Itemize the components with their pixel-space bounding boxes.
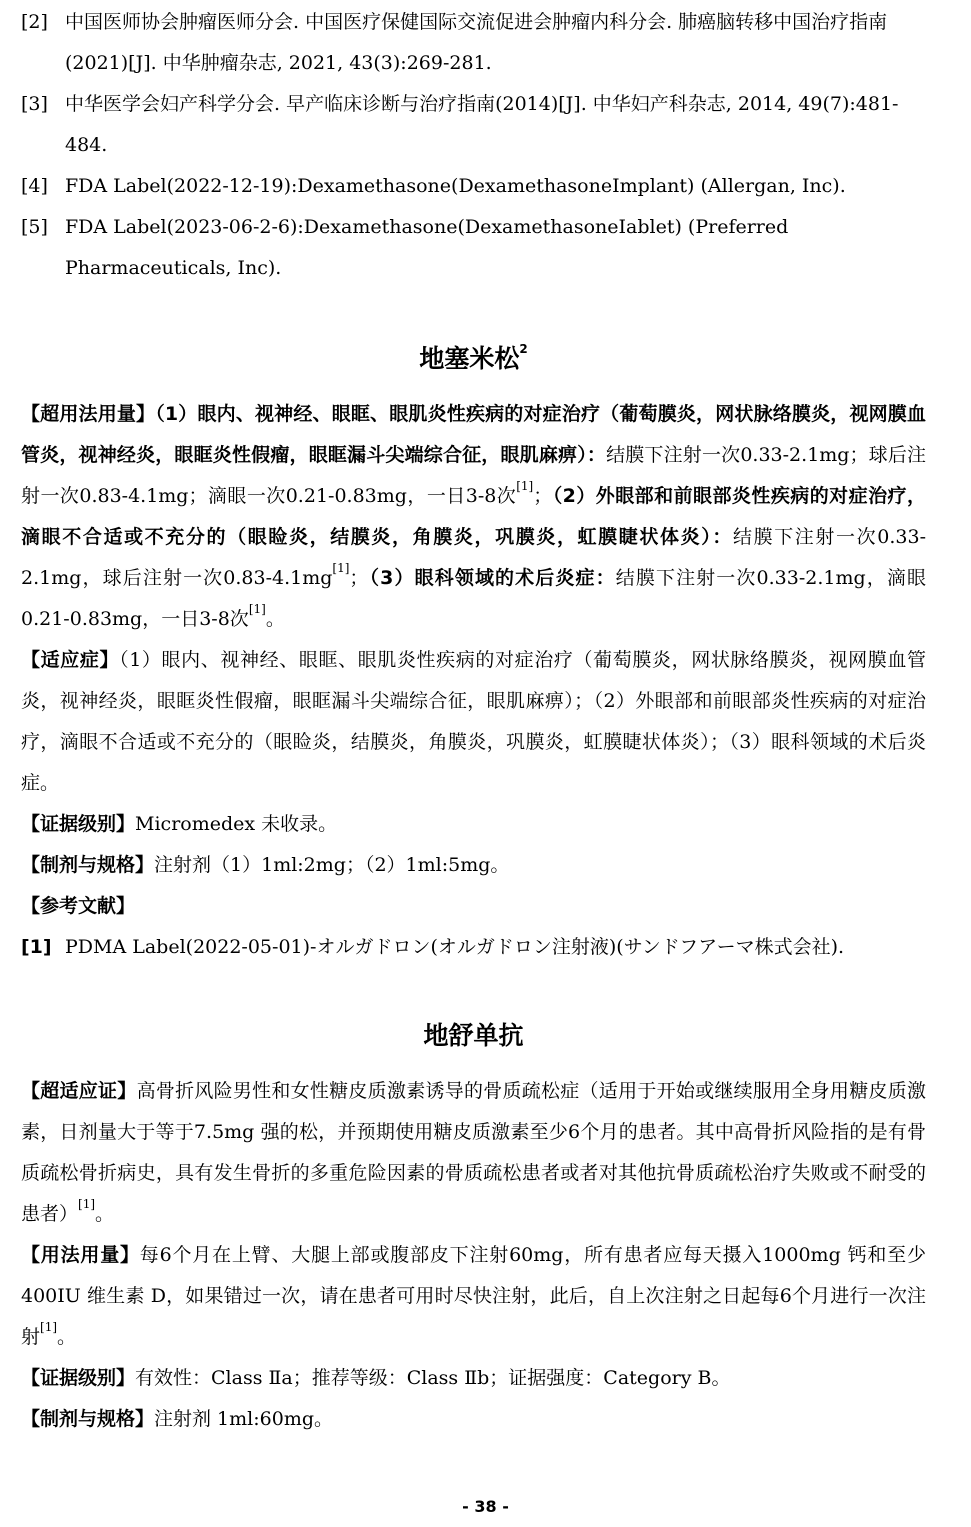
- indication-paragraph: [21, 640, 926, 804]
- section-title-dexamethasone: [21, 339, 926, 379]
- usage-text: 每6个月在上臂、大腿上部或腹部皮下注射60mg，所有患者应每天摄入1000mg 钙和至少400IU 维生素 D，如果错过一次，请在患者可用时尽快注射，此后，自上次注射之日起每6个月进行一次注射: [21, 1244, 926, 1348]
- evidence-text: 有效性：Class Ⅱa；推荐等级：Class Ⅱb；证据强度：Category B。: [135, 1367, 731, 1389]
- formulation-paragraph: [21, 1399, 926, 1440]
- off-label-end: 。: [95, 1203, 115, 1225]
- citation-sup: [1]: [78, 1197, 96, 1211]
- usage-bold-1: （1）眼内、视神经、眼眶、眼肌炎性疾病的对症治疗（葡萄膜炎，网状脉络膜炎，视网膜血管炎，视神经炎，眼眶炎性假瘤，眼眶漏斗尖端综合征，眼肌麻痹）：: [21, 403, 926, 466]
- formulation-label: 【制剂与规格】: [21, 1408, 155, 1430]
- section-title-text: 地塞米松: [419, 344, 520, 373]
- formulation-text: 注射剂 1ml:60mg。: [154, 1408, 333, 1430]
- indication-text: （1）眼内、视神经、眼眶、眼肌炎性疾病的对症治疗（葡萄膜炎，网状脉络膜炎，视网膜血管炎，视神经炎，眼眶炎性假瘤，眼眶漏斗尖端综合征，眼肌麻痹）；（2）外眼部和前眼部炎性疾病的对症治疗，滴眼不合适或不充分的（眼睑炎，结膜炎，角膜炎，巩膜炎，虹膜睫状体炎）；（3）眼科领域的术后炎症。: [21, 649, 926, 794]
- evidence-label: 【证据级别】: [21, 813, 136, 835]
- reference-item: [21, 84, 926, 166]
- references-label: 【参考文献】: [21, 895, 136, 917]
- usage-text-2: 结膜下注射一次0.33-2.1mg，球后注射一次0.83-4.1mg: [21, 526, 926, 589]
- usage-bold-2: （2）外眼部和前眼部炎性疾病的对症治疗，滴眼不合适或不充分的（眼睑炎，结膜炎，角膜炎，巩膜炎，虹膜睫状体炎）：: [21, 485, 926, 548]
- formulation-text: 注射剂（1）1ml:2mg；（2）1ml:5mg。: [154, 854, 510, 876]
- reference-number: [4]: [21, 175, 48, 197]
- usage-text-1: 结膜下注射一次0.33-2.1mg；球后注射一次0.83-4.1mg；滴眼一次0.21-0.83mg，一日3-8次: [21, 444, 926, 507]
- usage-label: 【用法用量】: [21, 1244, 140, 1266]
- evidence-label: 【证据级别】: [21, 1367, 136, 1389]
- reference-text: 中国医师协会肿瘤医师分会. 中国医疗保健国际交流促进会肿瘤内科分会. 肺癌脑转移中国治疗指南(2021)[J]. 中华肿瘤杂志, 2021, 43(3):269-281.: [65, 11, 888, 74]
- usage-label: 【超用法用量】: [21, 403, 156, 425]
- section-body-dexamethasone: [21, 394, 926, 968]
- reference-text: FDA Label(2023-06-2-6):Dexamethasone(DexamethasoneIablet) (Preferred Pharmaceuticals, Inc).: [65, 216, 789, 279]
- usage-paragraph: [21, 394, 926, 640]
- section-title-text: 地舒单抗: [423, 1021, 524, 1050]
- reference-item: [21, 166, 926, 207]
- reference-number: [5]: [21, 216, 48, 238]
- reference-number: [1]: [21, 936, 52, 958]
- citation-sup: [1]: [332, 561, 350, 575]
- top-reference-list: [21, 2, 926, 289]
- off-label-text: 高骨折风险男性和女性糖皮质激素诱导的骨质疏松症（适用于开始或继续服用全身用糖皮质激素，日剂量大于等于7.5mg 强的松，并预期使用糖皮质激素至少6个月的患者。其中高骨折风险指的是有骨质疏松骨折病史，具有发生骨折的多重危险因素的骨质疏松患者或者对其他抗骨质疏松治疗失败或不耐受的患者）: [21, 1080, 926, 1225]
- off-label-paragraph: [21, 1071, 926, 1235]
- evidence-paragraph: [21, 804, 926, 845]
- references-heading: [21, 886, 926, 927]
- evidence-text: Micromedex 未收录。: [135, 813, 338, 835]
- page-number: - 38 -: [462, 1497, 509, 1516]
- usage-bold-3: （3）眼科领域的术后炎症：: [368, 567, 616, 589]
- evidence-paragraph: [21, 1358, 926, 1399]
- section-title-superscript: 2: [519, 342, 528, 356]
- reference-text: FDA Label(2022-12-19):Dexamethasone(DexamethasoneImplant) (Allergan, Inc).: [65, 175, 846, 197]
- reference-item: [21, 2, 926, 84]
- reference-text: PDMA Label(2022-05-01)-オルガドロン(オルガドロン注射液)(サンドフアーマ株式会社).: [65, 936, 845, 958]
- section-body-denosumab: [21, 1071, 926, 1440]
- formulation-paragraph: [21, 845, 926, 886]
- usage-paragraph: [21, 1235, 926, 1358]
- section-title-denosumab: [21, 1016, 926, 1056]
- indication-label: 【适应症】: [21, 649, 120, 671]
- citation-sup: [1]: [40, 1320, 58, 1334]
- reference-text: 中华医学会妇产科学分会. 早产临床诊断与治疗指南(2014)[J]. 中华妇产科杂志, 2014, 49(7):481-484.: [65, 93, 899, 156]
- usage-punct-2: ；: [349, 567, 369, 589]
- reference-item: [21, 927, 926, 968]
- usage-punct-1: ；: [533, 485, 553, 507]
- citation-sup: [1]: [516, 479, 534, 493]
- reference-item: [21, 207, 926, 289]
- citation-sup: [1]: [248, 602, 266, 616]
- formulation-label: 【制剂与规格】: [21, 854, 155, 876]
- usage-text-3: 结膜下注射一次0.33-2.1mg，滴眼0.21-0.83mg，一日3-8次: [21, 567, 926, 630]
- reference-number: [2]: [21, 11, 48, 33]
- reference-number: [3]: [21, 93, 48, 115]
- usage-punct-3: 。: [265, 608, 285, 630]
- usage-end: 。: [57, 1326, 77, 1348]
- off-label-label: 【超适应证】: [21, 1080, 137, 1102]
- document-page: [21, 0, 926, 1440]
